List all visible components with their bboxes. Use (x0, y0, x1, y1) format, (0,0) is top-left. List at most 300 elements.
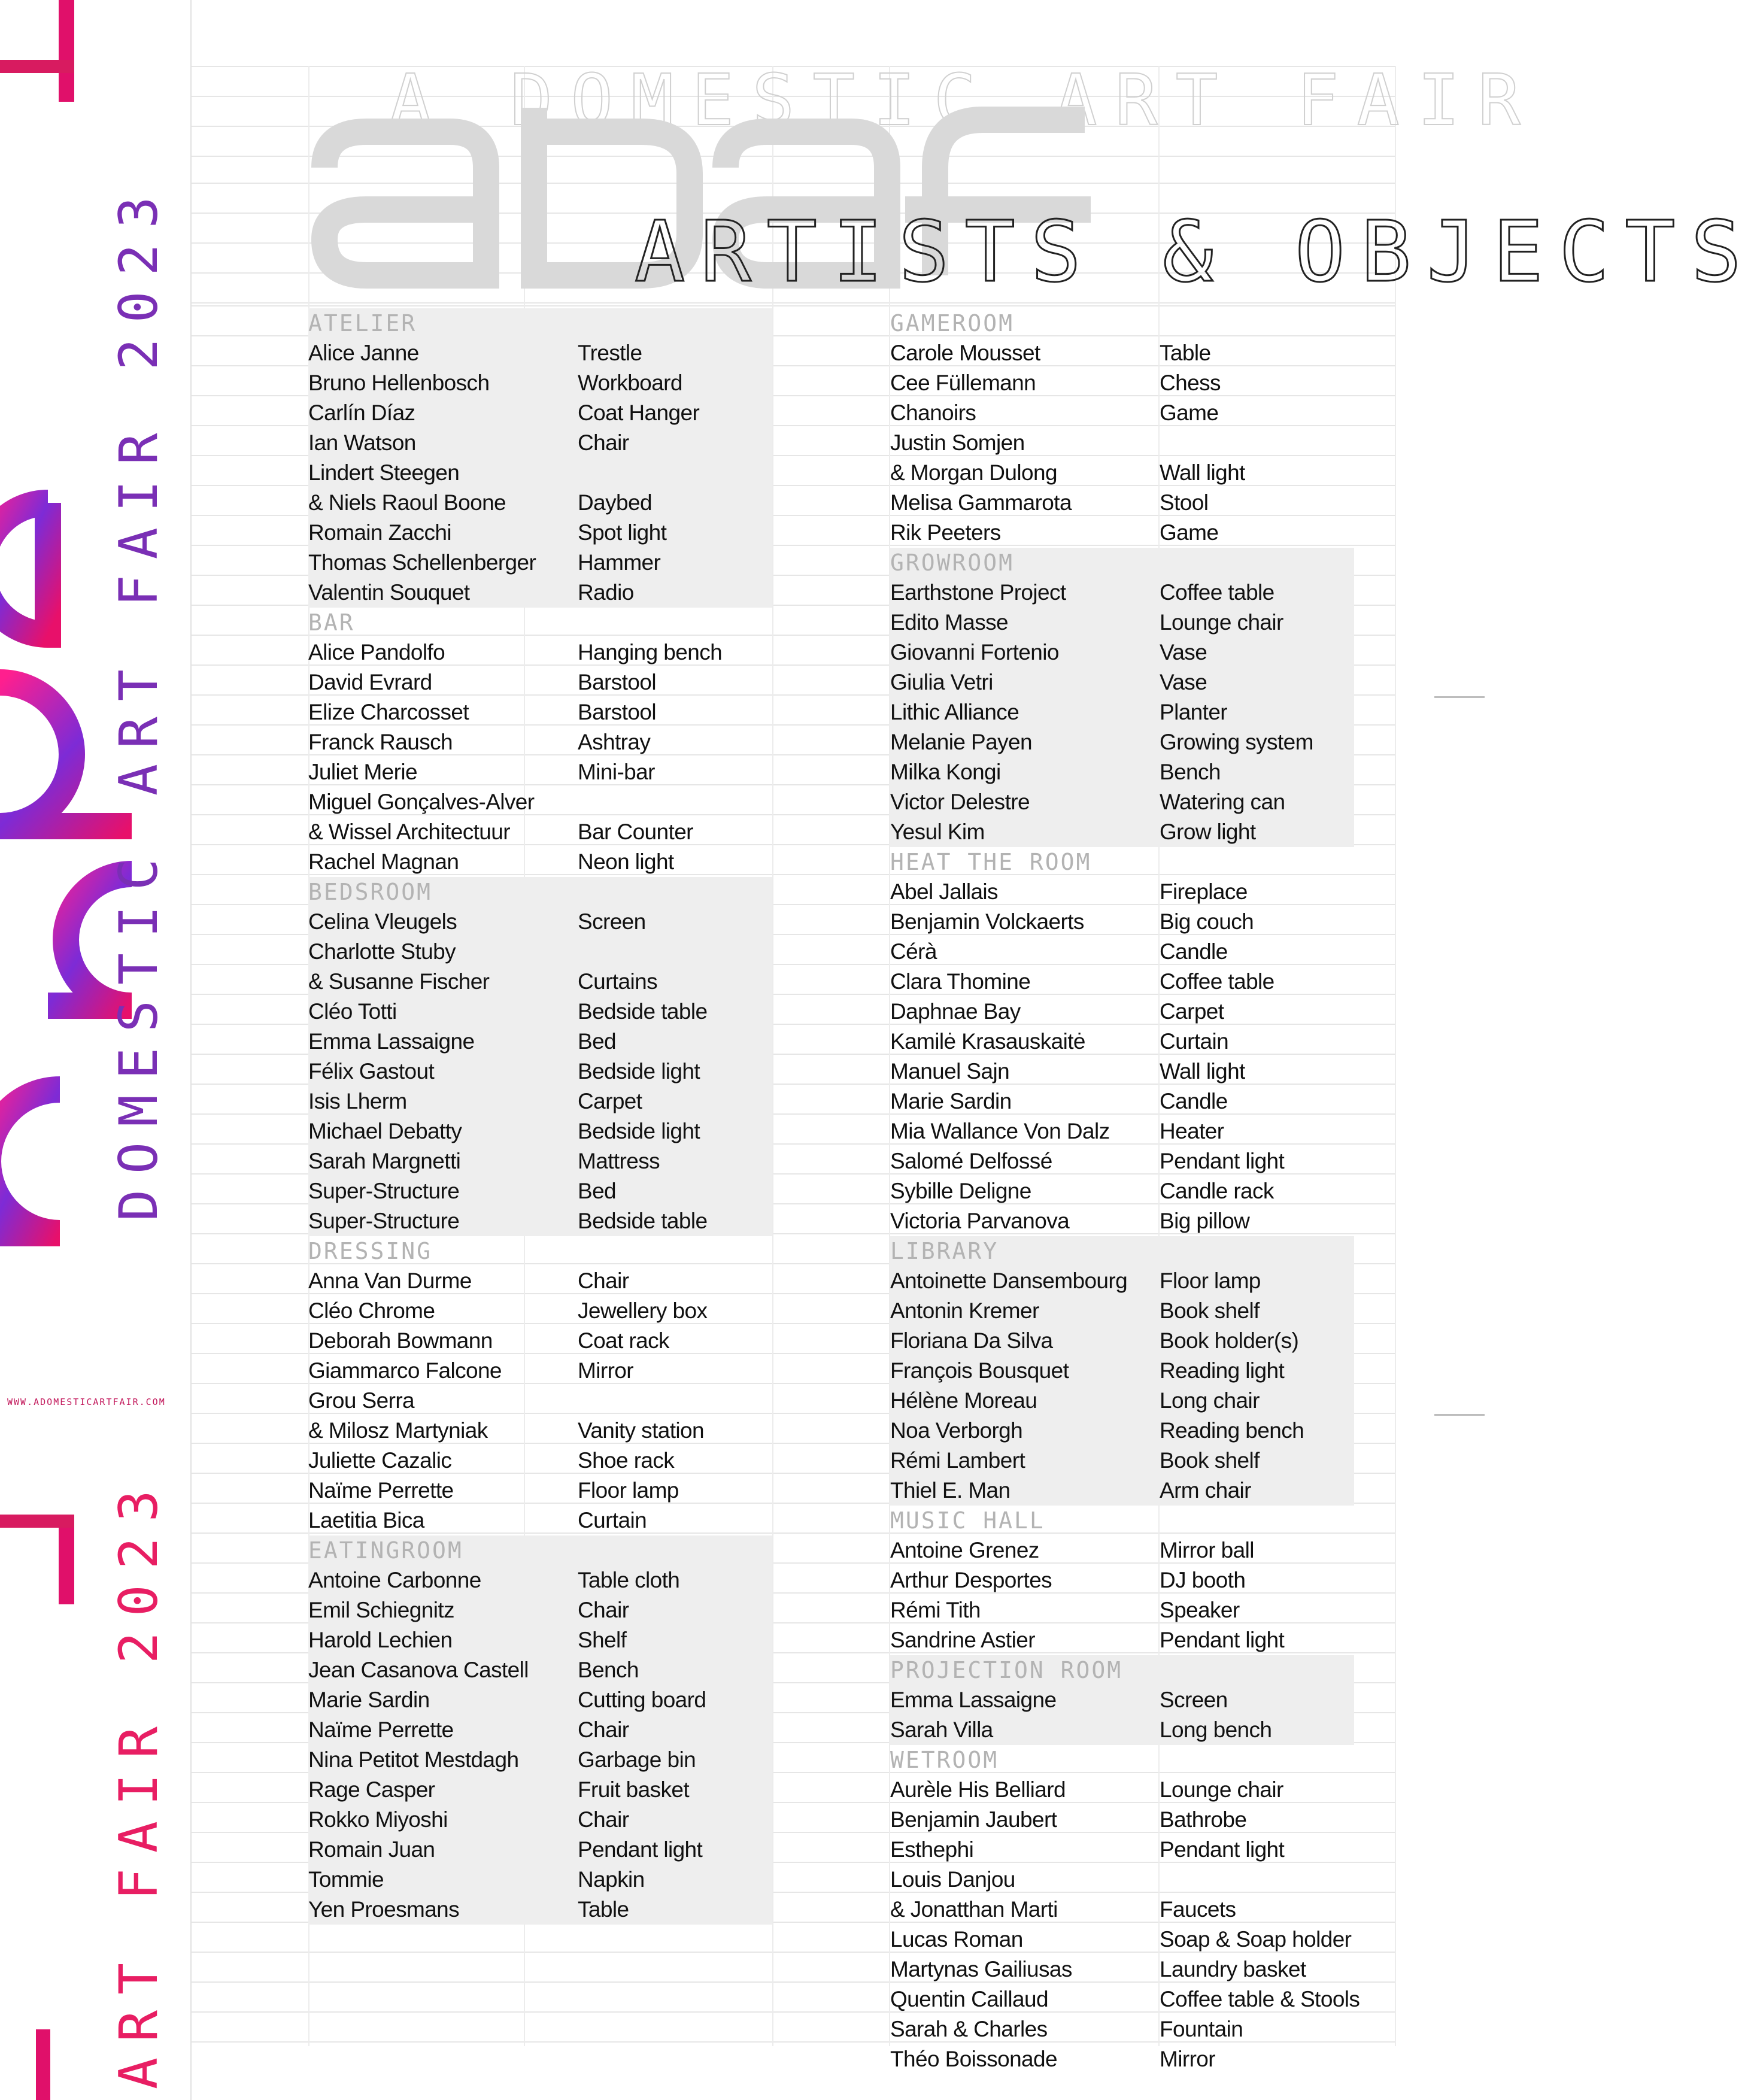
artist-row (308, 817, 693, 847)
grid-line (192, 302, 1396, 304)
artist-name: Lucas Roman (890, 1927, 1023, 1952)
object-name: Book shelf (1160, 1298, 1260, 1323)
section-heading: BAR (308, 609, 355, 636)
artist-row (308, 1835, 703, 1865)
artist-row (308, 368, 682, 398)
artist-name: Anna Van Durme (308, 1269, 472, 1293)
artist-name: Edito Masse (890, 610, 1008, 635)
object-name: Bench (1160, 760, 1221, 784)
artist-name: Romain Juan (308, 1837, 435, 1862)
object-name: Daybed (578, 490, 652, 515)
artist-row (890, 1476, 1251, 1506)
object-name: Fruit basket (578, 1777, 690, 1802)
artist-name: Jean Casanova Castell (308, 1658, 529, 1682)
artist-row (308, 1266, 629, 1296)
section-heat-the-room (890, 847, 1285, 1236)
page-tick (1434, 696, 1485, 698)
object-name: Wall light (1160, 460, 1245, 485)
section-heading: PROJECTION ROOM (890, 1657, 1123, 1683)
object-name: Barstool (578, 670, 656, 694)
vertical-text-top: DOMESTIC ART FAIR 2023 (108, 181, 169, 1221)
artist-name: Miguel Gonçalves-Alver (308, 790, 535, 814)
object-name: Fountain (1160, 2017, 1243, 2041)
artist-name: Yen Proesmans (308, 1897, 460, 1922)
artist-row (890, 1057, 1245, 1087)
artist-row (308, 338, 642, 368)
object-name: Coat rack (578, 1328, 669, 1353)
object-name: Lounge chair (1160, 610, 1283, 635)
artist-name: Antonin Kremer (890, 1298, 1039, 1323)
artist-name: Charlotte Stuby (308, 939, 456, 964)
object-name: Pendant light (1160, 1149, 1285, 1173)
artist-name: Alice Janne (308, 341, 419, 365)
artist-row (890, 2014, 1243, 2044)
artist-name: Benjamin Volckaerts (890, 909, 1084, 934)
artist-row (890, 1865, 1015, 1895)
artist-row (890, 1625, 1285, 1655)
artist-row (308, 1206, 708, 1236)
artist-name: Arthur Desportes (890, 1568, 1052, 1592)
object-name: Book shelf (1160, 1448, 1260, 1473)
artist-row (890, 458, 1245, 488)
object-name: Bedside table (578, 999, 708, 1024)
artist-name: Sarah Margnetti (308, 1149, 461, 1173)
sidebar-band (0, 0, 192, 2100)
artist-name: Yesul Kim (890, 820, 985, 844)
section-wetroom (890, 1745, 1360, 2074)
top-bar-mark (59, 0, 74, 102)
artist-name: Elize Charcosset (308, 700, 469, 724)
artist-row (890, 2044, 1215, 2074)
artist-name: Justin Somjen (890, 430, 1025, 455)
artist-name: Carlín Díaz (308, 400, 415, 425)
artist-name: Laetitia Bica (308, 1508, 424, 1532)
object-name: Mini-bar (578, 760, 655, 784)
object-name: Candle (1160, 939, 1228, 964)
object-name: Candle rack (1160, 1179, 1274, 1203)
object-name: Coffee table & Stools (1160, 1987, 1360, 2011)
artist-name: François Bousquet (890, 1358, 1069, 1383)
artist-row (890, 1715, 1272, 1745)
artist-name: Ian Watson (308, 430, 416, 455)
artist-row (890, 1176, 1274, 1206)
artist-name: Rachel Magnan (308, 849, 459, 874)
artist-row (890, 338, 1211, 368)
artist-row (890, 428, 1025, 458)
object-name: Fireplace (1160, 879, 1248, 904)
artist-name: Kamilė Krasauskaitė (890, 1029, 1085, 1054)
section-heading: GROWROOM (890, 550, 1015, 576)
artist-name: Michael Debatty (308, 1119, 462, 1143)
artist-name: Franck Rausch (308, 730, 453, 754)
top-bar-mark-h (0, 60, 74, 73)
object-name: Stool (1160, 490, 1209, 515)
artist-name: Alice Pandolfo (308, 640, 445, 664)
artist-name: Emma Lassaigne (890, 1688, 1057, 1712)
object-name: Bedside light (578, 1119, 700, 1143)
object-name: Carpet (1160, 999, 1224, 1024)
artist-row (308, 1116, 700, 1146)
page-title: ARTISTS & OBJECTS (635, 204, 1757, 301)
artist-name: Romain Zacchi (308, 520, 451, 545)
artist-row (308, 1595, 629, 1625)
artist-name: Louis Danjou (890, 1867, 1015, 1892)
mid-bar-mark-h (0, 1515, 74, 1528)
object-name: Game (1160, 520, 1219, 545)
vertical-text-bottom: ART FAIR 2023 (108, 1474, 169, 2089)
artist-row (890, 608, 1283, 638)
artist-row (308, 1176, 617, 1206)
artist-name: Cléo Totti (308, 999, 397, 1024)
artist-row (308, 1446, 675, 1476)
artist-name: Melanie Payen (890, 730, 1032, 754)
artist-row (890, 667, 1207, 697)
artist-row (308, 548, 661, 578)
artist-name: Aurèle His Belliard (890, 1777, 1066, 1802)
artist-row (308, 1146, 660, 1176)
artist-row (890, 368, 1221, 398)
object-name: Pendant light (1160, 1837, 1285, 1862)
object-name: Napkin (578, 1867, 645, 1892)
artist-row (890, 1835, 1285, 1865)
artist-name: Daphnae Bay (890, 999, 1021, 1024)
object-name: Table cloth (578, 1568, 680, 1592)
artist-row (890, 787, 1285, 817)
object-name: Barstool (578, 700, 656, 724)
artist-row (308, 697, 656, 727)
artist-name: Giovanni Fortenio (890, 640, 1059, 664)
artist-name: Antoinette Dansembourg (890, 1269, 1128, 1293)
artist-row (308, 1356, 633, 1386)
object-name: Long bench (1160, 1717, 1272, 1742)
artist-name: Mia Wallance Von Dalz (890, 1119, 1110, 1143)
section-heading: ATELIER (308, 310, 417, 336)
object-name: Bedside light (578, 1059, 700, 1084)
grid-column-line (772, 66, 773, 2046)
object-name: Spot light (578, 520, 667, 545)
object-name: Curtain (578, 1508, 647, 1532)
object-name: Bed (578, 1179, 617, 1203)
artist-row (890, 1535, 1254, 1565)
object-name: Trestle (578, 341, 642, 365)
artist-name: Juliet Merie (308, 760, 417, 784)
grid-line (192, 305, 1396, 306)
object-name: Neon light (578, 849, 674, 874)
artist-name: Noa Verborgh (890, 1418, 1023, 1443)
artist-name: Emma Lassaigne (308, 1029, 475, 1054)
object-name: Ashtray (578, 730, 651, 754)
artist-name: & Jonatthan Marti (890, 1897, 1058, 1922)
artist-name: Benjamin Jaubert (890, 1807, 1057, 1832)
artist-name: Félix Gastout (308, 1059, 435, 1084)
artist-row (890, 1027, 1229, 1057)
artist-row (890, 817, 1256, 847)
artist-row (308, 1805, 629, 1835)
artist-row (890, 1955, 1306, 1984)
object-name: Pendant light (1160, 1628, 1285, 1652)
section-heading: GAMEROOM (890, 310, 1015, 336)
artist-name: Tommie (308, 1867, 384, 1892)
artist-row (890, 727, 1313, 757)
artist-row (308, 787, 535, 817)
artist-row (308, 1865, 645, 1895)
object-name: Screen (578, 909, 646, 934)
artist-row (890, 518, 1219, 548)
section-heading: BEDSROOM (308, 879, 433, 905)
object-name: Shelf (578, 1628, 627, 1652)
object-name: Mirror (578, 1358, 633, 1383)
artist-row (308, 1685, 706, 1715)
object-name: Planter (1160, 700, 1228, 724)
artist-name: Sandrine Astier (890, 1628, 1035, 1652)
object-name: Bed (578, 1029, 617, 1054)
object-name: Vase (1160, 670, 1207, 694)
mid-bar-mark (59, 1515, 74, 1604)
object-name: Faucets (1160, 1897, 1236, 1922)
object-name: Curtains (578, 969, 657, 994)
artist-row (890, 1595, 1240, 1625)
section-eatingroom (308, 1535, 706, 1925)
artist-row (890, 1984, 1360, 2014)
artist-row (308, 1326, 669, 1356)
object-name: Hanging bench (578, 640, 723, 664)
object-name: Reading light (1160, 1358, 1285, 1383)
object-name: Hammer (578, 550, 661, 575)
artist-row (308, 1655, 639, 1685)
object-name: Chair (578, 1598, 629, 1622)
artist-name: Chanoirs (890, 400, 976, 425)
object-name: Garbage bin (578, 1747, 696, 1772)
section-library (890, 1236, 1304, 1506)
artist-row (890, 1296, 1260, 1326)
artist-name: Earthstone Project (890, 580, 1066, 605)
object-name: Watering can (1160, 790, 1285, 814)
section-heading: HEAT THE ROOM (890, 849, 1092, 875)
object-name: Mirror ball (1160, 1538, 1254, 1562)
object-name: Game (1160, 400, 1219, 425)
artist-row (890, 398, 1219, 428)
section-music-hall (890, 1506, 1285, 1655)
section-dressing (308, 1236, 708, 1535)
artist-row (308, 967, 657, 997)
site-url: WWW.ADOMESTICARTFAIR.COM (7, 1397, 166, 1407)
object-name: Big couch (1160, 909, 1254, 934)
artist-name: Super-Structure (308, 1179, 460, 1203)
artist-name: Harold Lechien (308, 1628, 453, 1652)
artist-name: Isis Lherm (308, 1089, 407, 1113)
artist-name: Rage Casper (308, 1777, 435, 1802)
artist-row (308, 638, 723, 667)
artist-name: Carole Mousset (890, 341, 1040, 365)
artist-name: Giulia Vetri (890, 670, 993, 694)
section-bedsroom (308, 877, 708, 1236)
artist-name: Manuel Sajn (890, 1059, 1010, 1084)
artist-row (890, 967, 1274, 997)
artist-row (308, 1027, 617, 1057)
object-name: Pendant light (578, 1837, 703, 1862)
artist-row (308, 757, 655, 787)
object-name: Radio (578, 580, 634, 605)
section-gameroom (890, 308, 1245, 548)
object-name: Curtain (1160, 1029, 1229, 1054)
artist-row (890, 638, 1207, 667)
object-name: Workboard (578, 371, 682, 395)
artist-row (308, 1057, 700, 1087)
artist-name: Bruno Hellenbosch (308, 371, 490, 395)
artist-name: Hélène Moreau (890, 1388, 1037, 1413)
object-name: Bedside table (578, 1209, 708, 1233)
tagline: A DOMESTIC ART FAIR (389, 59, 1538, 141)
object-name: Screen (1160, 1688, 1228, 1712)
artist-row (890, 1895, 1236, 1925)
artist-row (308, 1775, 690, 1805)
artist-name: Milka Kongi (890, 760, 1001, 784)
artist-name: Abel Jallais (890, 879, 998, 904)
artist-name: Rokko Miyoshi (308, 1807, 448, 1832)
artist-name: Juliette Cazalic (308, 1448, 452, 1473)
artist-name: Floriana Da Silva (890, 1328, 1053, 1353)
artist-row (890, 488, 1209, 518)
object-name: Candle (1160, 1089, 1228, 1113)
artist-row (308, 1087, 642, 1116)
artist-row (890, 1925, 1352, 1955)
artist-row (890, 1805, 1247, 1835)
artist-name: Antoine Grenez (890, 1538, 1039, 1562)
artist-row (890, 877, 1248, 907)
object-name: Mattress (578, 1149, 660, 1173)
artist-name: Lithic Alliance (890, 700, 1019, 724)
section-projection-room (890, 1655, 1272, 1745)
object-name: Coffee table (1160, 580, 1274, 605)
artist-row (890, 697, 1228, 727)
bottom-bar-mark (36, 2029, 50, 2100)
artist-name: Théo Boissonade (890, 2047, 1057, 2071)
artist-name: Emil Schiegnitz (308, 1598, 454, 1622)
artist-row (890, 1446, 1260, 1476)
section-heading: MUSIC HALL (890, 1507, 1045, 1534)
object-name: Table (578, 1897, 629, 1922)
object-name: Coffee table (1160, 969, 1274, 994)
grid-column-line (1395, 66, 1396, 2046)
artist-row (308, 1895, 629, 1925)
object-name: Book holder(s) (1160, 1328, 1299, 1353)
artist-name: Esthephi (890, 1837, 974, 1862)
artist-name: & Susanne Fischer (308, 969, 490, 994)
artist-row (308, 727, 651, 757)
artist-name: Rémi Tith (890, 1598, 981, 1622)
object-name: Wall light (1160, 1059, 1245, 1084)
artist-name: Quentin Caillaud (890, 1987, 1048, 2011)
artist-row (308, 1625, 627, 1655)
artist-row (308, 1506, 647, 1535)
artist-name: Cérà (890, 939, 937, 964)
object-name: Table (1160, 341, 1211, 365)
section-heading: EATINGROOM (308, 1537, 463, 1564)
object-name: Chair (578, 1807, 629, 1832)
object-name: Long chair (1160, 1388, 1260, 1413)
object-name: Arm chair (1160, 1478, 1251, 1503)
object-name: Lounge chair (1160, 1777, 1283, 1802)
artist-name: & Niels Raoul Boone (308, 490, 506, 515)
artist-name: Naïme Perrette (308, 1478, 454, 1503)
artist-row (308, 847, 674, 877)
artist-name: Melisa Gammarota (890, 490, 1072, 515)
artist-name: Marie Sardin (308, 1688, 430, 1712)
object-name: Cutting board (578, 1688, 706, 1712)
object-name: Vanity station (578, 1418, 704, 1443)
artist-row (308, 458, 460, 488)
object-name: Chair (578, 430, 629, 455)
object-name: DJ booth (1160, 1568, 1246, 1592)
object-name: Bathrobe (1160, 1807, 1247, 1832)
artist-row (890, 1565, 1246, 1595)
artist-name: Marie Sardin (890, 1089, 1012, 1113)
artist-row (890, 937, 1228, 967)
object-name: Speaker (1160, 1598, 1240, 1622)
artist-row (308, 1745, 696, 1775)
artist-name: Sybille Deligne (890, 1179, 1031, 1203)
artist-row (890, 1356, 1285, 1386)
object-name: Soap & Soap holder (1160, 1927, 1352, 1952)
artist-name: Valentin Souquet (308, 580, 470, 605)
object-name: Growing system (1160, 730, 1313, 754)
artist-row (308, 398, 700, 428)
artist-name: Nina Petitot Mestdagh (308, 1747, 519, 1772)
artist-name: Lindert Steegen (308, 460, 460, 485)
section-heading: WETROOM (890, 1747, 999, 1773)
artist-row (308, 937, 456, 967)
object-name: Floor lamp (1160, 1269, 1261, 1293)
artist-row (308, 578, 634, 608)
artist-name: Rik Peeters (890, 520, 1001, 545)
artist-row (308, 997, 708, 1027)
artist-name: Sarah & Charles (890, 2017, 1048, 2041)
artist-row (890, 1775, 1283, 1805)
artist-row (308, 488, 652, 518)
artist-name: Cee Füllemann (890, 371, 1036, 395)
section-atelier (308, 308, 700, 608)
artist-row (308, 1386, 432, 1416)
artist-name: Sarah Villa (890, 1717, 993, 1742)
artist-name: Giammarco Falcone (308, 1358, 502, 1383)
artist-name: Victoria Parvanova (890, 1209, 1070, 1233)
artist-row (308, 1416, 704, 1446)
object-name: Floor lamp (578, 1478, 679, 1503)
object-name: Big pillow (1160, 1209, 1250, 1233)
artist-row (890, 907, 1254, 937)
artist-row (308, 1565, 680, 1595)
section-heading: LIBRARY (890, 1238, 999, 1264)
object-name: Bench (578, 1658, 639, 1682)
artist-name: & Milosz Martyniak (308, 1418, 488, 1443)
object-name: Shoe rack (578, 1448, 675, 1473)
artist-name: Cléo Chrome (308, 1298, 435, 1323)
object-name: Carpet (578, 1089, 642, 1113)
artist-name: Super-Structure (308, 1209, 460, 1233)
page-tick (1434, 1414, 1485, 1416)
object-name: Jewellery box (578, 1298, 708, 1323)
artist-row (308, 667, 656, 697)
artist-name: Deborah Bowmann (308, 1328, 493, 1353)
object-name: Reading bench (1160, 1418, 1304, 1443)
artist-name: Victor Delestre (890, 790, 1030, 814)
artist-row (890, 578, 1274, 608)
artist-row (890, 1685, 1228, 1715)
artist-row (890, 757, 1221, 787)
artist-name: Naïme Perrette (308, 1717, 454, 1742)
object-name: Bar Counter (578, 820, 693, 844)
artist-name: Thiel E. Man (890, 1478, 1010, 1503)
